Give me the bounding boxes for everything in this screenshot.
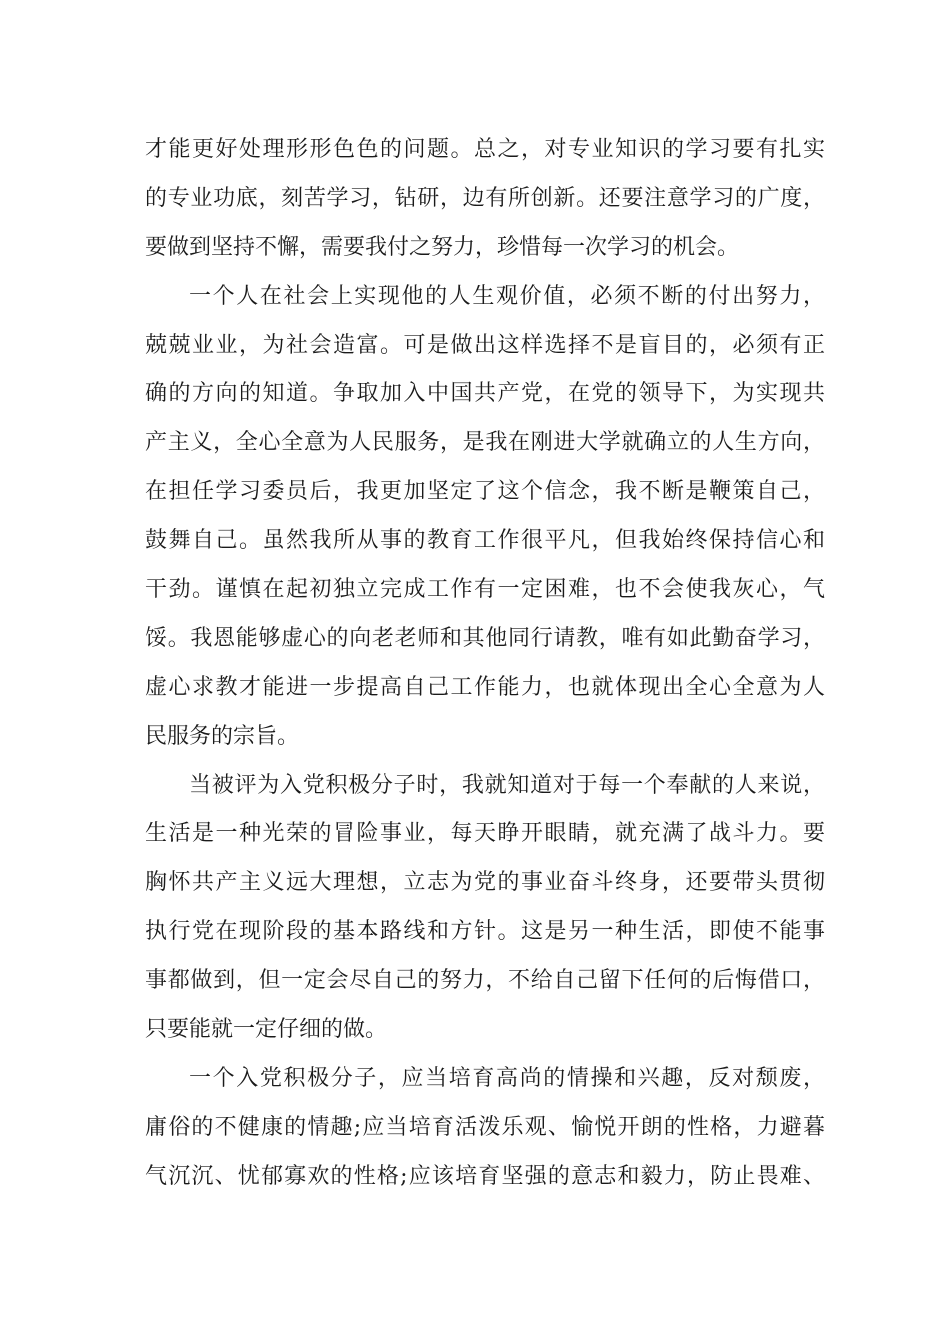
text-line: 一个入党积极分子，应当培育高尚的情操和兴趣，反对颓废， bbox=[189, 1065, 825, 1091]
text-line: 产主义，全心全意为人民服务，是我在刚进大学就确立的人生方向， bbox=[145, 430, 825, 456]
text-line: 只要能就一定仔细的做。 bbox=[145, 1017, 388, 1043]
paragraph bbox=[145, 1055, 825, 1202]
text-line: 民服务的宗旨。 bbox=[145, 723, 300, 749]
text-line: 执行党在现阶段的基本路线和方针。这是另一种生活，即使不能事 bbox=[145, 919, 825, 945]
text-line: 生活是一种光荣的冒险事业，每天睁开眼睛，就充满了战斗力。要 bbox=[145, 821, 825, 847]
paragraph bbox=[145, 273, 825, 762]
text-line: 庸俗的不健康的情趣;应当培育活泼乐观、愉悦开朗的性格，力避暮 bbox=[145, 1114, 825, 1140]
document-body bbox=[145, 126, 825, 1202]
text-line: 事都做到，但一定会尽自己的努力，不给自己留下任何的后悔借口， bbox=[145, 968, 825, 994]
text-line: 兢兢业业，为社会造富。可是做出这样选择不是盲目的，必须有正 bbox=[145, 332, 825, 358]
text-line: 的专业功底，刻苦学习，钻研，边有所创新。还要注意学习的广度， bbox=[145, 185, 825, 211]
text-line: 鼓舞自己。虽然我所从事的教育工作很平凡，但我始终保持信心和 bbox=[145, 528, 825, 554]
text-line: 胸怀共产主义远大理想，立志为党的事业奋斗终身，还要带头贯彻 bbox=[145, 870, 825, 896]
paragraph bbox=[145, 126, 825, 273]
text-line: 在担任学习委员后，我更加坚定了这个信念，我不断是鞭策自己， bbox=[145, 479, 825, 505]
text-line: 要做到坚持不懈，需要我付之努力，珍惜每一次学习的机会。 bbox=[145, 234, 740, 260]
text-line: 虚心求教才能进一步提高自己工作能力，也就体现出全心全意为人 bbox=[145, 674, 825, 700]
text-line: 确的方向的知道。争取加入中国共产党，在党的领导下，为实现共 bbox=[145, 381, 825, 407]
text-line: 干劲。谨慎在起初独立完成工作有一定困难，也不会使我灰心，气 bbox=[145, 577, 825, 603]
paragraph bbox=[145, 762, 825, 1055]
text-line: 一个人在社会上实现他的人生观价值，必须不断的付出努力， bbox=[189, 283, 825, 309]
text-line: 气沉沉、忧郁寡欢的性格;应该培育坚强的意志和毅力，防止畏难、 bbox=[145, 1163, 825, 1189]
text-line: 当被评为入党积极分子时，我就知道对于每一个奉献的人来说， bbox=[189, 772, 825, 798]
text-line: 才能更好处理形形色色的问题。总之，对专业知识的学习要有扎实 bbox=[145, 137, 825, 162]
text-line: 馁。我恩能够虚心的向老老师和其他同行请教，唯有如此勤奋学习， bbox=[145, 625, 825, 651]
